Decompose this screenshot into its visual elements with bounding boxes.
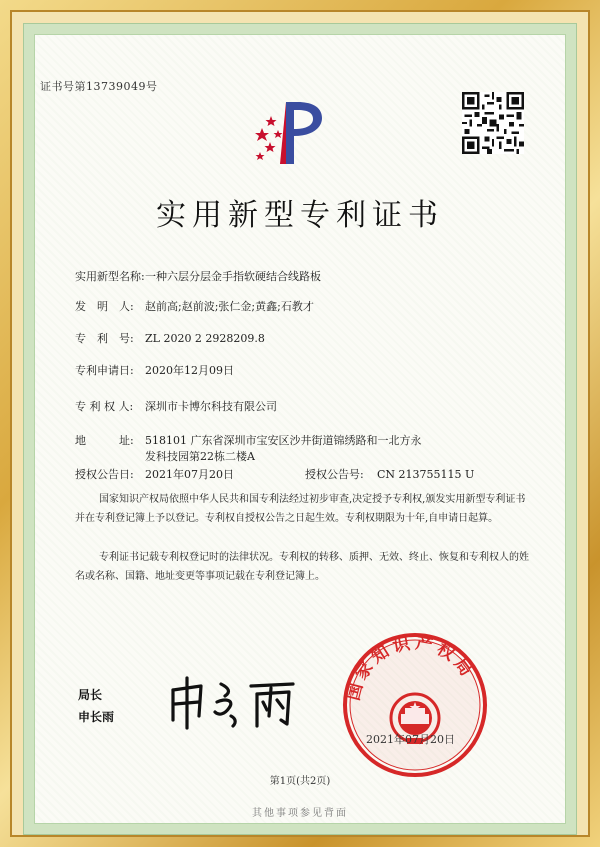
field-label: 实用新型名称:	[75, 270, 145, 283]
field-value: 一种六层分层金手指软硬结合线路板	[145, 270, 321, 283]
field-value: 518101 广东省深圳市宝安区沙井街道锦绣路和一北方永	[145, 434, 422, 447]
field-label: 授权公告日:	[75, 468, 134, 481]
legal-status-paragraph: 专利证书记载专利权登记时的法律状况。专利权的转移、质押、无效、终止、恢复和专利权人的姓名或名称、国籍、地址变更等事项记载在专利登记簿上。	[75, 552, 529, 582]
handwritten-signature	[165, 672, 305, 732]
qr-code-icon	[462, 92, 524, 154]
field-label: 授权公告号:	[305, 468, 364, 481]
field-label: 专 利 号:	[75, 332, 134, 345]
field-utility-model-name	[75, 268, 321, 284]
signer-title: 局长	[78, 688, 103, 702]
field-address-line2	[145, 448, 255, 464]
field-value: 2021年07月20日	[145, 468, 234, 481]
field-inventors	[75, 298, 314, 314]
seal-date: 2021年07月20日	[366, 733, 455, 746]
svg-text:国家知识产权局: 国家知识产权局	[343, 633, 479, 703]
field-value: ZL 2020 2 2928209.8	[145, 332, 265, 345]
signer-name: 申长雨	[78, 710, 115, 724]
field-value: 2020年12月09日	[145, 364, 234, 377]
bottom-note: 其他事项参见背面	[252, 808, 348, 819]
field-value: 深圳市卡博尔科技有限公司	[145, 400, 277, 413]
field-label: 发 明 人:	[75, 300, 134, 313]
field-address	[75, 432, 422, 448]
page-number: 第1页(共2页)	[269, 776, 331, 787]
field-label: 地 址:	[75, 434, 134, 447]
field-value: 发科技园第22栋二楼A	[145, 450, 255, 463]
official-seal-icon	[340, 630, 490, 780]
field-label: 专利申请日:	[75, 364, 134, 377]
field-grant-date	[75, 466, 474, 482]
field-application-date	[75, 362, 234, 378]
certificate-number: 证书号第13739049号	[40, 80, 158, 93]
certificate-title: 实用新型专利证书	[156, 198, 444, 233]
field-patentee	[75, 398, 277, 414]
field-label: 专 利 权 人:	[75, 400, 134, 413]
field-patent-number	[75, 330, 265, 346]
field-value: 赵前高;赵前波;张仁金;黄鑫;石教才	[145, 300, 314, 313]
field-value: CN 213755115 U	[377, 468, 475, 481]
grant-statement-paragraph: 国家知识产权局依照中华人民共和国专利法经过初步审查,决定授予专利权,颁发实用新型专利证书并在专利登记簿上予以登记。专利权自授权公告之日起生效。专利权期限为十年,自申请日起算。	[75, 494, 526, 524]
patent-office-logo-icon	[252, 92, 332, 172]
